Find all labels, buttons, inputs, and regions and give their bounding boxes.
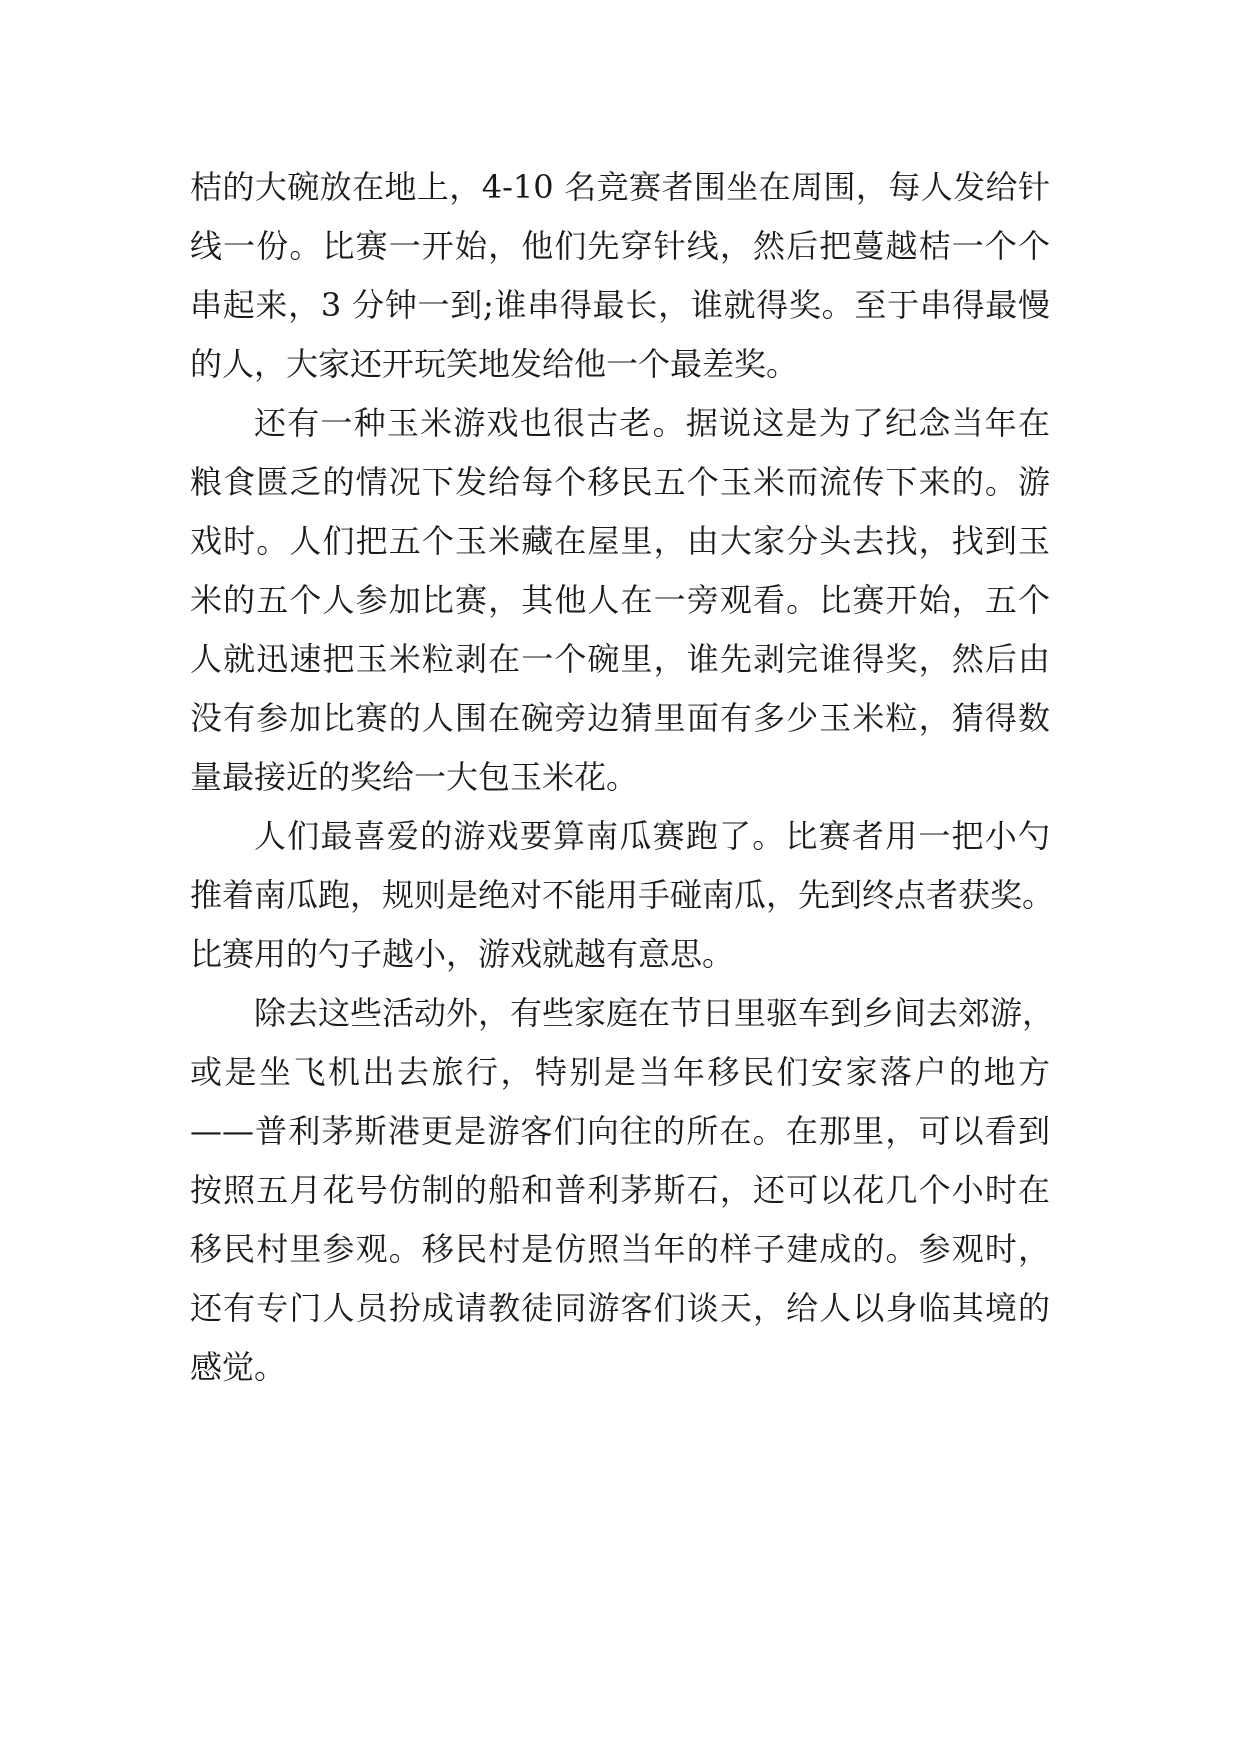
text-line: 粮食匮乏的情况下发给每个移民五个玉米而流传下来的。游 <box>190 463 1050 501</box>
text-line: 比赛用的勺子越小，游戏就越有意思。 <box>190 935 735 973</box>
text-line: 人就迅速把玉米粒剥在一个碗里，谁先剥完谁得奖，然后由 <box>190 640 1050 678</box>
text-line: 推着南瓜跑，规则是绝对不能用手碰南瓜，先到终点者获奖。 <box>190 876 1055 914</box>
text-line: 量最接近的奖给一大包玉米花。 <box>190 758 639 796</box>
text-line: 戏时。人们把五个玉米藏在屋里，由大家分头去找，找到玉 <box>190 522 1050 560</box>
paragraph-corn-game <box>190 394 1050 807</box>
text-line: 除去这些活动外，有些家庭在节日里驱车到乡间去郊游， <box>254 994 1055 1032</box>
paragraph-pumpkin-race <box>190 807 1055 984</box>
text-line: 线一份。比赛一开始，他们先穿针线，然后把蔓越桔一个个 <box>190 227 1050 265</box>
text-line: 还有专门人员扮成请教徒同游客们谈天，给人以身临其境的 <box>190 1289 1050 1327</box>
text-line: 按照五月花号仿制的船和普利茅斯石，还可以花几个小时在 <box>190 1171 1050 1209</box>
text-line: 还有一种玉米游戏也很古老。据说这是为了纪念当年在 <box>254 404 1050 442</box>
paragraph-cranberry <box>190 158 1050 394</box>
text-line: 人们最喜爱的游戏要算南瓜赛跑了。比赛者用一把小勺 <box>254 817 1050 855</box>
paragraph-travel <box>190 984 1055 1397</box>
text-line: 桔的大碗放在地上，4-10 名竞赛者围坐在周围，每人发给针 <box>190 168 1050 206</box>
text-line: 串起来，3 分钟一到;谁串得最长，谁就得奖。至于串得最慢 <box>190 286 1050 324</box>
document-body <box>190 158 1055 1397</box>
text-line: 米的五个人参加比赛，其他人在一旁观看。比赛开始，五个 <box>190 581 1050 619</box>
text-line: 或是坐飞机出去旅行，特别是当年移民们安家落户的地方 <box>190 1053 1050 1091</box>
text-line: 感觉。 <box>190 1348 287 1386</box>
text-line: 的人，大家还开玩笑地发给他一个最差奖。 <box>190 345 799 383</box>
text-line: 没有参加比赛的人围在碗旁边猜里面有多少玉米粒，猜得数 <box>190 699 1050 737</box>
text-line: ——普利茅斯港更是游客们向往的所在。在那里，可以看到 <box>190 1112 1050 1150</box>
text-line: 移民村里参观。移民村是仿照当年的样子建成的。参观时， <box>190 1230 1050 1268</box>
